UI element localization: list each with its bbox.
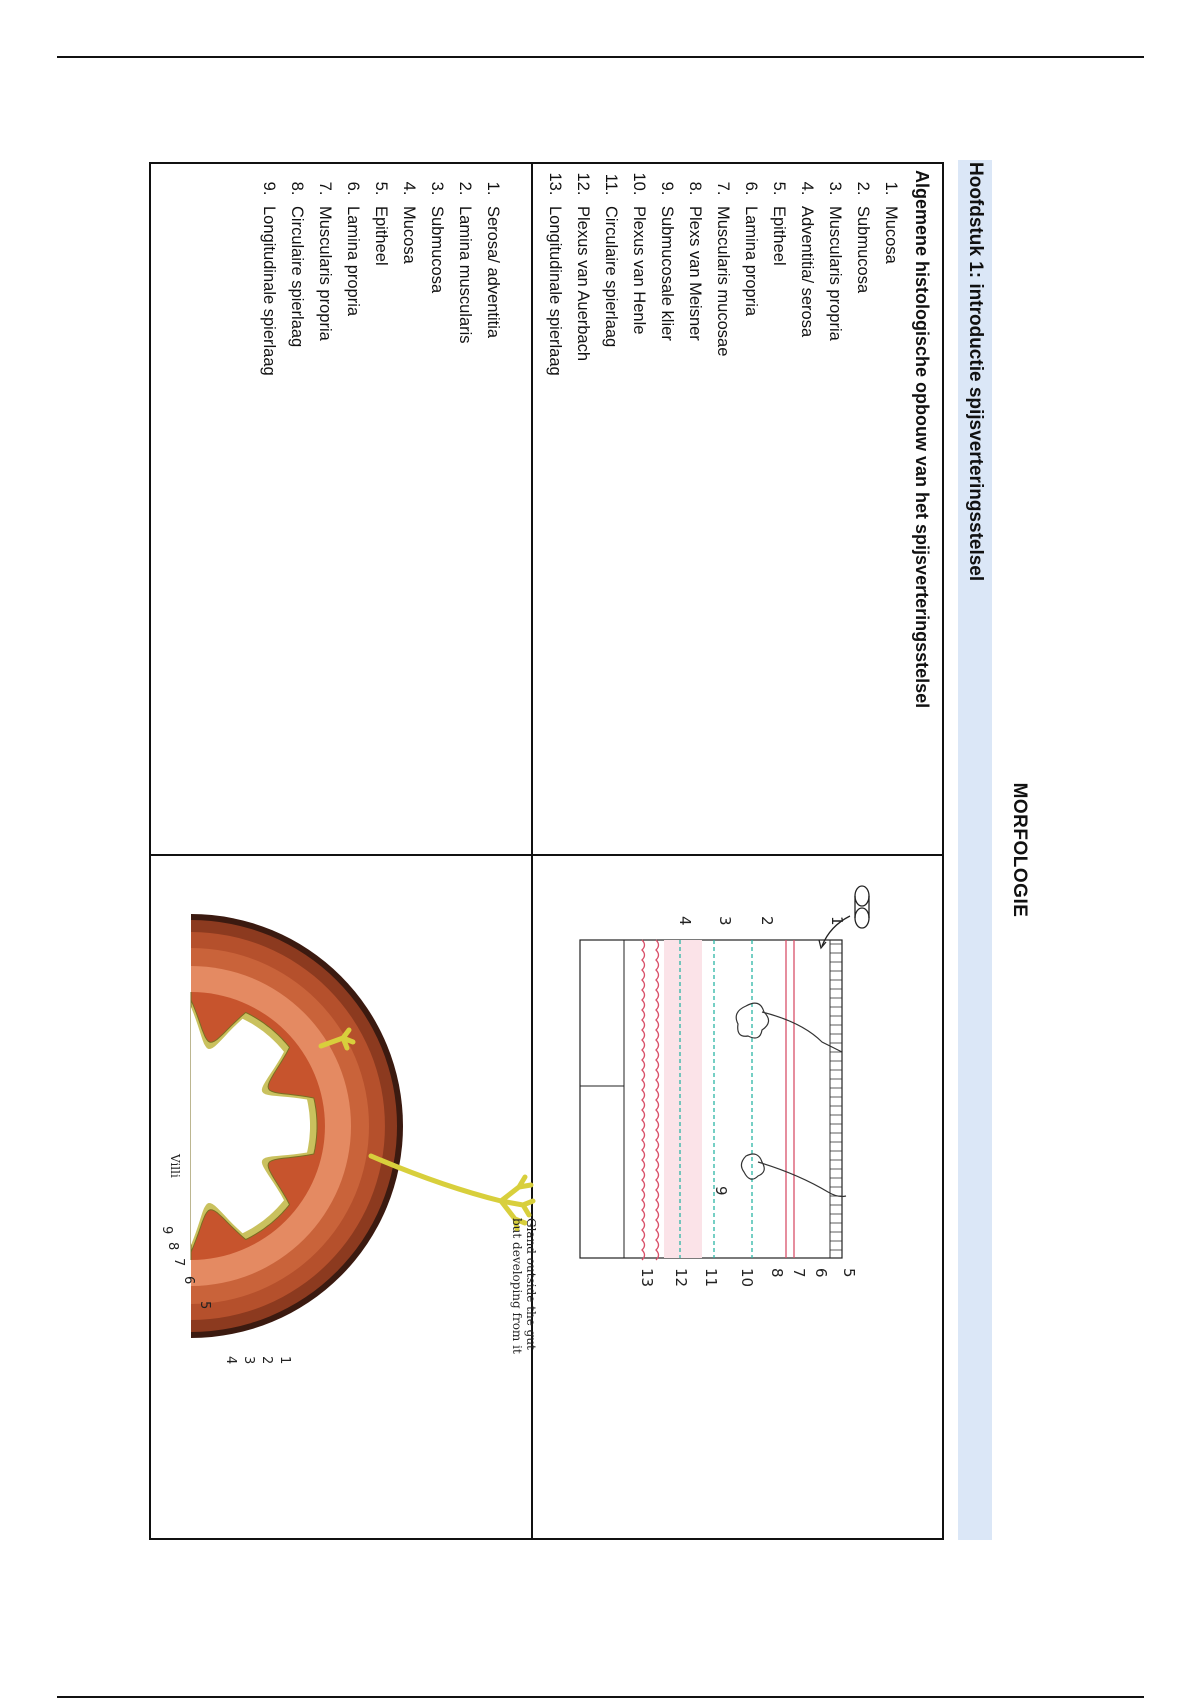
chapter-heading: Hoofdstuk 1: introductie spijsverteringsstelsel [958, 160, 992, 1540]
figure1-label: 5 [840, 1268, 858, 1278]
list-item: 6. Lamina propria [737, 200, 765, 848]
section2-label-list [255, 170, 507, 848]
list-item: 1. Mucosa [877, 200, 905, 848]
list-item: 9. Longitudinale spierlaag [255, 200, 283, 848]
layer-sketch-svg [562, 856, 942, 1538]
list-item: 7. Muscularis propria [311, 200, 339, 848]
list-item: 5. Epitheel [765, 200, 793, 848]
list-item: 12. Plexus van Auerbach [569, 200, 597, 848]
content-table [149, 162, 944, 1540]
figure1-label: 4 [676, 916, 694, 926]
figure2-label: 8 [165, 1242, 180, 1251]
figure1-label: 2 [758, 916, 776, 926]
figure2-label: 1 [277, 1356, 292, 1365]
table-row [532, 163, 943, 1539]
figure2-label: 4 [223, 1356, 238, 1365]
top-rule [57, 56, 1144, 58]
figure2-label: 2 [259, 1356, 274, 1365]
list-item: 13. Longitudinale spierlaag [541, 200, 569, 848]
section2-figure-cell [150, 855, 538, 1539]
page-title: MORFOLOGIE [1009, 782, 1030, 918]
list-item: 11. Circulaire spierlaag [597, 200, 625, 848]
figure1-label: 10 [738, 1268, 756, 1288]
gland-caption-line2: but developing from it [510, 1218, 524, 1354]
list-item: 5. Epitheel [367, 200, 395, 848]
figure1-label: 6 [812, 1268, 830, 1278]
figure1-label: 12 [672, 1268, 690, 1288]
list-item: 2. Submucosa [849, 200, 877, 848]
table-row [150, 163, 532, 1539]
villi-label: Villi [168, 1154, 182, 1178]
list-item: 8. Circulaire spierlaag [283, 200, 311, 848]
figure1-label: 3 [716, 916, 734, 926]
figure1-label: 7 [790, 1268, 808, 1278]
figure2-label: 5 [197, 1301, 212, 1310]
list-item: 3. Submucosa [423, 200, 451, 848]
section2-text-cell [150, 163, 532, 855]
list-item: 7. Muscularis mucosae [709, 200, 737, 848]
section1-figure-cell [532, 855, 943, 1539]
figure1-label: 8 [768, 1268, 786, 1278]
figure2-label: 6 [181, 1276, 196, 1285]
figure1-label: 1 [828, 916, 846, 926]
gut-cross-section-svg [151, 856, 538, 1538]
list-item: 6. Lamina propria [339, 200, 367, 848]
list-item: 4. Mucosa [395, 200, 423, 848]
section1-text-cell [532, 163, 943, 855]
section1-heading: Algemene histologische opbouw van het spijsverteringsstelsel [912, 170, 932, 709]
figure2-label: 9 [159, 1226, 174, 1235]
list-item: 10. Plexus van Henle [625, 200, 653, 848]
gut-wall [191, 914, 403, 1338]
list-item: 4. Adventitia/ serosa [793, 200, 821, 848]
list-item: 2. Lamina muscularis [451, 200, 479, 848]
figure2-label: 3 [241, 1356, 256, 1365]
layer-sketch-figure [562, 856, 942, 1538]
rotated-page-content [160, 160, 1030, 1540]
figure2-label: 7 [171, 1258, 186, 1267]
gut-cross-section-figure [151, 856, 538, 1538]
section1-label-list [541, 170, 905, 848]
figure1-label: 11 [702, 1268, 720, 1288]
list-item: 1. Serosa/ adventitia [479, 200, 507, 848]
list-item: 3. Muscularis propria [821, 200, 849, 848]
list-item: 9. Submucosale klier [653, 200, 681, 848]
gland-caption-line1: Gland outside the gut [524, 1218, 538, 1350]
list-item: 8. Plexs van Meisner [681, 200, 709, 848]
figure1-label: 9 [712, 1186, 730, 1196]
figure1-label: 13 [638, 1268, 656, 1288]
bottom-rule [57, 1696, 1144, 1698]
